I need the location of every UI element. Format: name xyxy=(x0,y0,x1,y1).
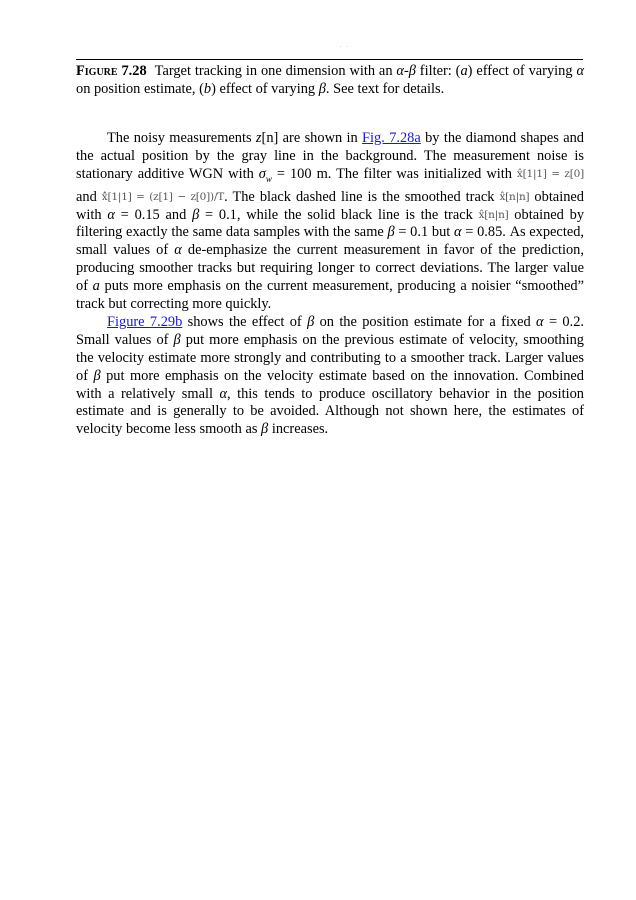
text: shows the effect of xyxy=(182,313,308,330)
text: = 0.2. Small values of xyxy=(76,313,584,348)
text: obtained by filtering exactly the same data samples with the same xyxy=(76,206,585,241)
math-beta: β xyxy=(307,313,315,330)
text: are shown in xyxy=(278,130,363,146)
caption-math: b xyxy=(203,81,212,97)
math-alpha: α xyxy=(536,313,544,330)
text: put more emphasis on the velocity estimate based on the innovation. Combined with a relatively small xyxy=(76,367,584,402)
math-alpha: α xyxy=(219,385,228,402)
text: . The black dashed line is the smoothed track xyxy=(224,188,500,205)
caption-text: filter: ( xyxy=(415,63,461,79)
text: de-emphasize the current measurement in favor of the prediction, producing smoother tracks but requiring longer to correct deviations. The larger value of xyxy=(76,242,584,295)
math-beta: β xyxy=(261,421,269,438)
text: obtained with xyxy=(76,188,584,223)
text: increases. xyxy=(268,421,329,438)
caption-text: on position estimate, ( xyxy=(76,81,204,97)
caption-math: α xyxy=(576,63,585,79)
text: put more emphasis on the previous estimate of velocity, smoothing the velocity estimate more strongly and contributing to a smoother track. Larger values of xyxy=(76,331,584,384)
caption-text: . See text for details. xyxy=(325,81,445,97)
text: = 0.15 and xyxy=(114,206,193,223)
caption-math: a xyxy=(460,63,468,79)
math-beta: β xyxy=(387,224,395,241)
math-beta: β xyxy=(192,206,200,223)
text: , this tends to produce oscillatory behavior in the position estimate and is generally to be avoided. Although not shown here, the estimates of velocity become less smooth as xyxy=(76,385,584,438)
equation-image: x̂̇[1|1] = (z[1] − z[0])/T xyxy=(101,190,225,203)
paragraph-1 xyxy=(76,130,584,314)
math-beta: β xyxy=(173,331,181,348)
figure-caption xyxy=(76,62,584,98)
caption-text: Target tracking in one dimension with an xyxy=(154,63,397,79)
figure-link-7-28a[interactable]: Fig. 7.28a xyxy=(362,130,421,146)
top-rule xyxy=(76,59,583,60)
text: = 0.1, while the solid black line is the track xyxy=(199,206,479,223)
math-alpha: α xyxy=(174,242,182,259)
math-sub: w xyxy=(265,173,272,184)
math-beta: β xyxy=(93,367,101,384)
figure-label: Figure 7.28 xyxy=(76,63,147,79)
text: on the position estimate for a fixed xyxy=(314,313,537,330)
caption-text: ) effect of varying xyxy=(467,63,577,79)
math-z: z xyxy=(255,130,262,146)
text: The noisy measurements xyxy=(107,130,256,146)
equation-image: x̂[1|1] = z[0] xyxy=(516,167,584,180)
equation-image: x̂[n|n] xyxy=(478,208,509,221)
math-sigma: σ xyxy=(258,165,266,182)
text: = 0.85. As expected, small values of xyxy=(76,224,584,259)
math-alpha: α xyxy=(453,224,462,241)
body-text xyxy=(76,130,584,439)
text: puts more emphasis on the current measurement, producing a noisier “smoothed” track but correcting more quickly. xyxy=(76,278,584,313)
equation-image: x̂[n|n] xyxy=(499,190,530,203)
text: and xyxy=(76,188,102,205)
caption-math: β xyxy=(318,81,326,97)
text: by the diamond shapes and the actual position by the gray line in the background. The measurement noise is stationary additive WGN with xyxy=(76,130,584,182)
text: = 0.1 but xyxy=(394,224,454,241)
figure-link-7-29b[interactable]: Figure 7.29b xyxy=(107,313,183,330)
text: [n] xyxy=(261,130,279,146)
caption-text: ) effect of varying xyxy=(211,81,319,97)
paragraph-2 xyxy=(76,314,584,439)
text: = 100 m. The filter was initialized with xyxy=(271,165,517,182)
caption-math: α-β xyxy=(396,63,416,79)
math-a: a xyxy=(92,278,100,295)
math-alpha: α xyxy=(107,206,115,223)
page-header-marks: . . xyxy=(340,44,350,49)
